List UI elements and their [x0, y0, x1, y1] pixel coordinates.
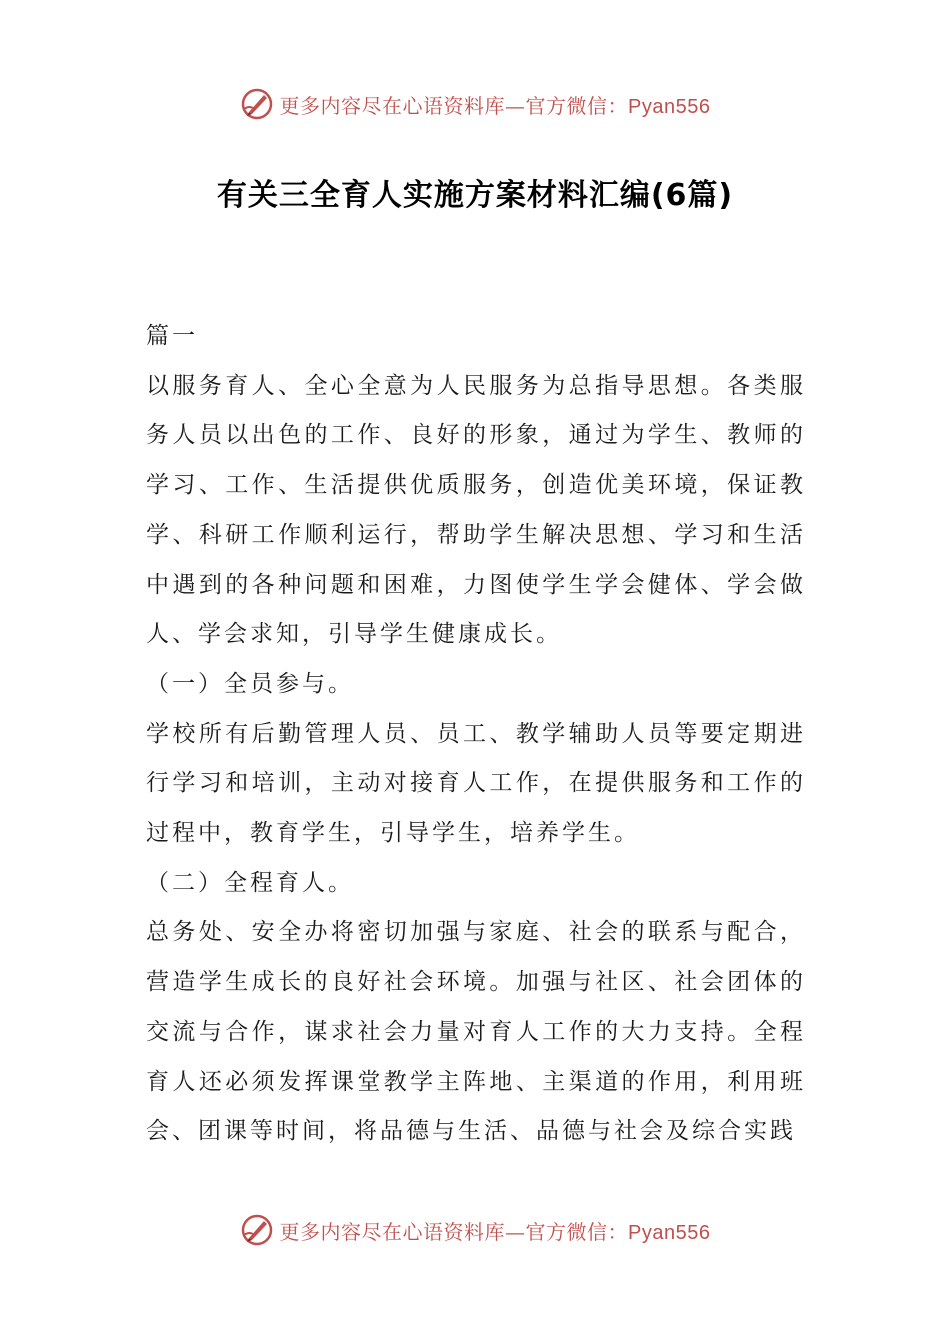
header-banner	[0, 84, 950, 124]
banner-text	[280, 90, 711, 119]
banner-label: 更多内容尽在心语资料库	[279, 93, 506, 118]
paragraph: 总务处、安全办将密切加强与家庭、社会的联系与配合，营造学生成长的良好社会环境。加强与社区、社会团体的交流与合作，谋求社会力量对育人工作的大力支持。全程育人还必须发挥课堂教学主阵地、主渠道的作用，利用班会、团课等时间，将品德与生活、品德与社会及综合实践	[146, 919, 806, 1145]
banner-text	[280, 1216, 711, 1245]
footer-banner	[0, 1210, 950, 1250]
paragraph: 以服务育人、全心全意为人民服务为总指导思想。各类服务人员以出色的工作、良好的形象，通过为学生、教师的学习、工作、生活提供优质服务，创造优美环境，保证教学、科研工作顺利运行，帮助学生解决思想、学习和生活中遇到的各种问题和困难，力图使学生学会健体、学会做人、学会求知，引导学生健康成长。	[146, 372, 806, 648]
pen-logo-icon	[240, 1213, 274, 1247]
banner-label: 更多内容尽在心语资料库	[279, 1219, 506, 1244]
banner-wechat-label: 官方微信：	[525, 93, 629, 118]
subsection-heading: （一）全员参与。	[146, 670, 354, 697]
document-body	[146, 312, 806, 1157]
banner-separator: —	[505, 1219, 526, 1244]
banner-wechat-label: 官方微信：	[525, 1219, 629, 1244]
paragraph: 学校所有后勤管理人员、员工、教学辅助人员等要定期进行学习和培训，主动对接育人工作，在提供服务和工作的过程中，教育学生，引导学生，培养学生。	[146, 720, 806, 847]
pen-logo-icon	[240, 87, 274, 121]
banner-account: Pyan556	[628, 95, 711, 118]
section-heading: 篇一	[146, 323, 198, 349]
document-title: 有关三全育人实施方案材料汇编(6篇)	[216, 178, 734, 213]
subsection-heading: （二）全程育人。	[146, 869, 354, 896]
banner-separator: —	[505, 93, 526, 118]
banner-account: Pyan556	[628, 1221, 711, 1244]
